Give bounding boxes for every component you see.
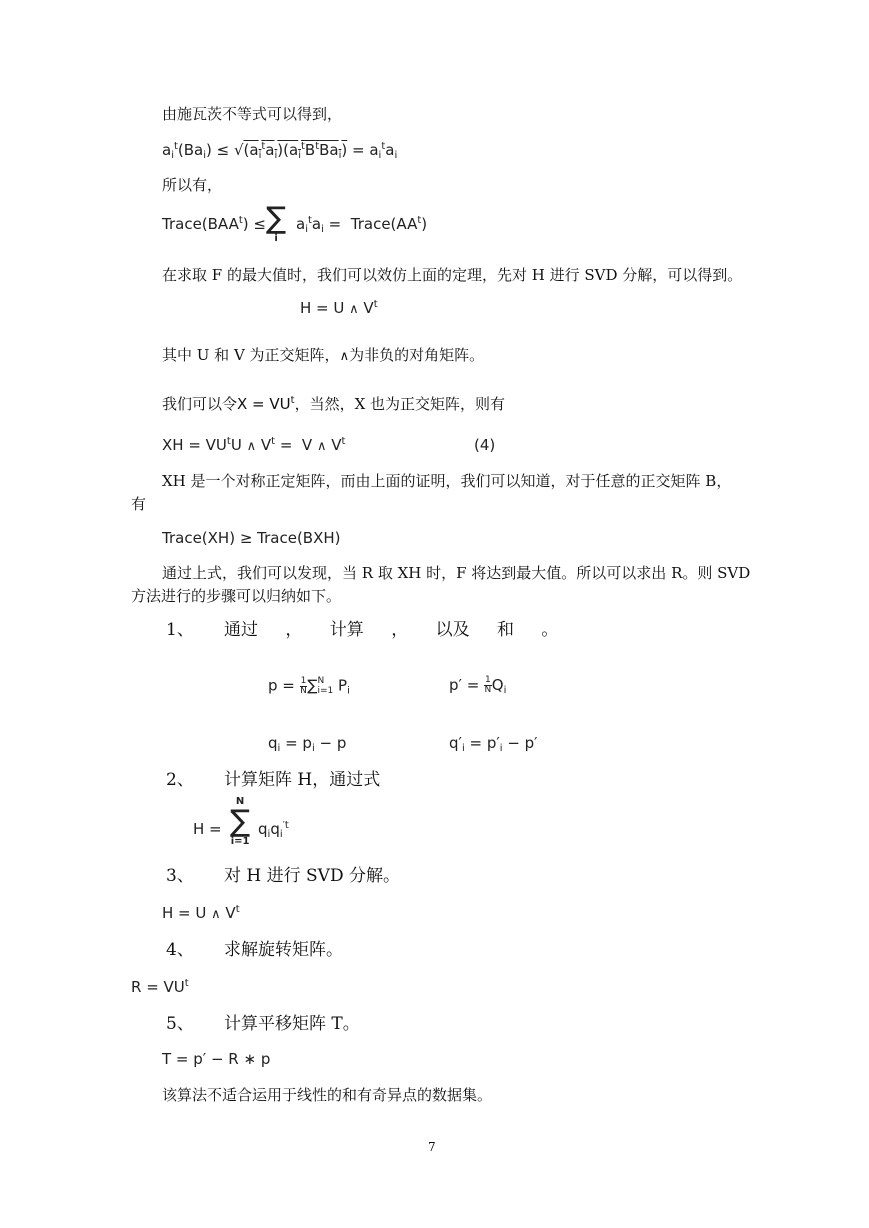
step-1-text: 通过 ， 计算 ， 以及 和 。 <box>224 620 559 640</box>
step-3-number: 3、 <box>166 866 194 886</box>
paragraph-therefore: 所以有， <box>162 176 223 194</box>
step-2-number: 2、 <box>166 770 194 790</box>
paragraph-let-x: 我们可以令$X = VU^t$，当然，X 也为正交矩阵，则有 <box>162 395 506 413</box>
equation-h-svd: H = U ∧ $V^t$ <box>300 299 378 317</box>
step-3-text: 对 H 进行 SVD 分解。 <box>224 866 400 886</box>
page-number: 7 <box>428 1140 436 1154</box>
equation-rotation: $R = VU^t$ <box>131 978 189 996</box>
equation-xh: XH = $VU^tU$ ∧ $V^t = V$ ∧ $V^t$ <box>162 436 346 454</box>
paragraph-conclusion: 通过上式，我们可以发现，当 R 取 XH 时，F 将达到最大值。所以可以求出 R。则 SVD <box>162 564 751 582</box>
equation-q-i-prime: $q'_i = p'_i - p'$ <box>449 734 538 754</box>
paragraph-limitation: 该算法不适合运用于线性的和有奇异点的数据集。 <box>162 1086 493 1104</box>
sum-symbol-h: N ∑ i=1 <box>230 796 251 847</box>
paragraph-symmetric: XH 是一个对称正定矩阵，而由上面的证明，我们可以知道，对于任意的正交矩阵 B， <box>162 472 732 490</box>
paragraph-symmetric-cont: 有 <box>131 495 147 513</box>
equation-schwarz-inequality: $a_i^t(Ba_i) \le √(a_i^ta_i)(a_i^tB^tBa_i) = a_i^ta_i$ <box>162 141 398 161</box>
sum-symbol-eq2: ∑ i <box>266 201 287 244</box>
paragraph-schwarz: 由施瓦茨不等式可以得到， <box>162 105 343 123</box>
equation-svd-step3: H = U ∧ $V^t$ <box>162 904 240 922</box>
step-4-number: 4、 <box>166 940 194 960</box>
step-1-number: 1、 <box>166 620 194 640</box>
equation-translation: T = p′ − R ∗ p <box>162 1050 271 1068</box>
equation-number-4: (4) <box>474 436 496 454</box>
step-5-number: 5、 <box>166 1014 194 1034</box>
step-2-text: 计算矩阵 H，通过式 <box>224 770 381 790</box>
step-4-text: 求解旋转矩阵。 <box>224 940 343 960</box>
step-5-text: 计算平移矩阵 T。 <box>224 1014 360 1034</box>
equation-centroid-p: p = $\frac{1}{N}$ ∑ N i=1 $P_i$ <box>268 675 350 697</box>
paragraph-svd-intro: 在求取 F 的最大值时，我们可以效仿上面的定理，先对 H 进行 SVD 分解，可以得到。 <box>162 266 743 284</box>
paragraph-conclusion-cont: 方法进行的步骤可以归纳如下。 <box>131 587 342 605</box>
equation-h-sum-tail: $q_iq_i^{'t}$ <box>258 820 289 840</box>
equation-trace-inequality: $Trace(BAA^t)$ ≤ <box>162 215 266 233</box>
paragraph-orthogonal: 其中 U 和 V 为正交矩阵，∧为非负的对角矩阵。 <box>162 346 485 364</box>
equation-q-i: $q_i = p_i - p$ <box>268 734 347 754</box>
equation-centroid-p-prime: p′ = $\frac{1}{N}$ $Q_i$ <box>449 675 507 696</box>
equation-h-sum: H = <box>193 820 222 838</box>
equation-trace-xh: Trace(XH) ≥ Trace(BXH) <box>162 529 341 547</box>
equation-trace-inequality-rhs: $a_i^ta_i$ = $Trace(AA^t)$ <box>296 215 428 235</box>
